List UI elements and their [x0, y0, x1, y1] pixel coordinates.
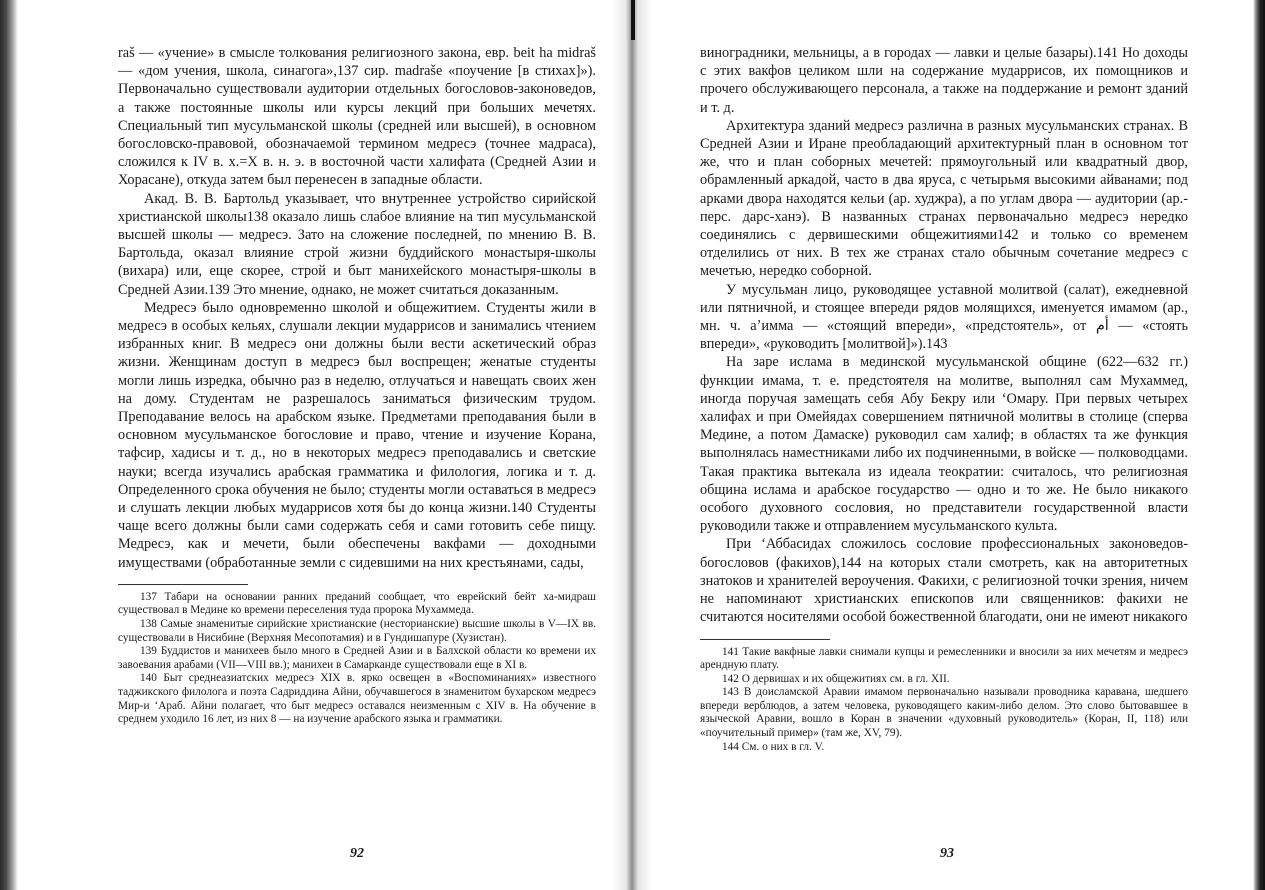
left-paragraph-2: Акад. В. В. Бартольд указывает, что внутреннее устройство сирийской христианской школы138 оказало лишь слабое влияние на тип мусульманской высшей школы — медресэ. Зато на сложение последней, по мнению В. В. Бартольда, оказал влияние строй жизни буддийского монастыря-школы (вихара) или, еще скорее, строй и быт манихейского монастыря-школы в Средней Азии.139 Это мнение, однако, не может считаться доказанным.: [118, 190, 596, 298]
right-footnotes: [700, 639, 1188, 755]
footnote-138: 138 Самые знаменитые сирийские христианские (несторианские) высшие школы в V—IX вв. существовали в Нисибине (Верхняя Месопотамия) и в Гундишапуре (Хузистан).: [118, 618, 596, 644]
left-paragraph-1: raš — «учение» в смысле толкования религиозного закона, евр. beit ha midraš — «дом учения, школа, синагога»,137 сир. madraše «поучение [в стихах]»). Первоначально существовали аудитории отдельных богословов-законоведов, а также постоянные школы или курсы лекций при больших мечетях. Специальный тип мусульманской школы (средней или высшей), в основном богословско-правовой, обозначаемой термином медресэ (точнее мадраса), сложился к IV в. х.=X в. н. э. в восточной части халифата (Средней Азии и Хорасане), откуда затем был перенесен в западные области.: [118, 45, 596, 189]
footnote-rule: [118, 584, 248, 585]
right-paragraph-5: При ʻАббасидах сложилось сословие профессиональных законоведов-богословов (факихов),144 на которых стали смотреть, как на авторитетных знатоков и хранителей вероучения. Факихи, с религиозной точки зрения, ничем не напоминают христианских епископов или священников: факихи не считаются носителями особой божественной благодати, они не имеют никакого: [700, 536, 1188, 626]
right-paragraph-3: У мусульман лицо, руководящее уставной молитвой (салат), ежедневной или пятничной, и стоящее впереди рядов молящихся, именуется имамом (ар., мн. ч. аʼимма — «стоящий впереди», «предстоятель», от ﺃﻡ — «стоять впереди», «руководить [молитвой]»).143: [700, 281, 1188, 353]
right-paragraph-4: На заре ислама в мединской мусульманской общине (622—632 гг.) функции имама, т. е. предстоятеля на молитве, выполнял сам Мухаммед, иногда поручая замещать себя Абу Бекру или ʻОмару. При первых четырех халифах и при Омейядах совершением пятничной молитвы в столице (сперва Медине, а потом Дамаске) руководил сам халиф; в областях та же функция выполнялась наместниками либо их подчиненными, в войске — полководцами. Такая практика вытекала из идеала теократии: считалось, что религиозная община ислама и арабское государство — одно и то же. Не было никакого особого духовного сословия, но представители государственной власти руководили также и отправлением мусульманского культа.: [700, 354, 1188, 535]
footnote-rule: [700, 639, 830, 640]
left-footnotes: [118, 584, 596, 727]
footnote-141: 141 Такие вакфные лавки снимали купцы и ремесленники и вносили за них мечетям и медресэ арендную плату.: [700, 645, 1188, 672]
left-page-number: 92: [350, 846, 364, 861]
right-page: [700, 44, 1188, 754]
left-page: [118, 44, 596, 727]
right-page-number: 93: [940, 846, 954, 861]
footnote-137: 137 Табари на основании ранних преданий сообщает, что еврейский бейт ха-мидраш существовал в Медине ко времени переселения туда пророка Мухаммеда.: [118, 590, 596, 617]
footnote-144: 144 См. о них в гл. V.: [722, 740, 825, 753]
footnote-139: 139 Буддистов и манихеев было много в Средней Азии и в Балхской области ко времени их завоевания арабами (VII—VIII вв.); манихеи в Самарканде существовали еще в XI в.: [118, 645, 596, 671]
scan-right-edge-shadow: [1253, 0, 1265, 890]
footnote-143: 143 В доисламской Аравии имамом первоначально называли проводника каравана, шедшего впереди верблюдов, а затем человека, руководящего каким-либо делом. Это слово бытовавшее в языческой Аравии, вошло в Коран в значении «духовный руководитель» (Коран, II, 118) или «поучительный пример» (там же, XV, 79).: [700, 686, 1188, 740]
right-paragraph-2: Архитектура зданий медресэ различна в разных мусульманских странах. В Средней Азии и Иране преобладающий архитектурный план в основном тот же, что и план соборных мечетей: прямоугольный или квадратный двор, обрамленный аркадой, часто в два яруса, с четырьмя высокими айванами; под арками двора находятся кельи (ар. худжра), а по углам двора — аудитории (ар.-перс. дарс-ханэ). В названных странах первоначально медресэ нередко соединялись с дервишескими общежитиями142 и только со временем отделились от них. В тех же странах стало обычным сочетание медресэ с мечетью, нередко соборной.: [700, 117, 1188, 280]
scan-left-edge-shadow: [0, 0, 18, 890]
left-paragraph-3: Медресэ было одновременно школой и общежитием. Студенты жили в медресэ в особых кельях, слушали лекции мударрисов и занимались чтением избранных книг. В медресэ они должны были вести аскетический образ жизни. Женщинам доступ в медресэ был воспрещен; женатые студенты могли лишь изредка, обычно раз в неделю, отлучаться и навещать своих жен на дому. Студентам не разрешалось заниматься физическим трудом. Преподавание велось на арабском языке. Предметами преподавания были в основном мусульманское богословие и право, чтение и изучение Корана, тафсир, хадисы и т. д., но в некоторых медресэ преподавались и светские науки; всегда изучались арабская грамматика и филология, логика и т. д. Определенного срока обучения не было; студенты могли оставаться в медресэ и слушать лекции любых мударрисов хотя бы до конца жизни.140 Студенты чаще всего должны были сами содержать себя и сами готовить себе пищу. Медресэ, как и мечети, были обеспечены вакфами — доходными имуществами (обработанные земли с сидевшими на них крестьянами, сады,: [118, 299, 596, 571]
right-paragraph-1: виноградники, мельницы, а в городах — лавки и целые базары).141 Но доходы с этих вакфов целиком шли на содержание мударрисов, их помощников и прочего обслуживающего персонала, а также на поддержание и ремонт зданий и т. д.: [700, 45, 1188, 116]
footnote-142: 142 О дервишах и их общежитиях см. в гл. XII.: [722, 672, 950, 685]
book-gutter: [612, 0, 652, 890]
gutter-mark: [631, 0, 635, 40]
footnote-140: 140 Быт среднеазиатских медресэ XIX в. ярко освещен в «Воспоминаниях» известного таджикского филолога и поэта Садриддина Айни, обучавшегося в знаменитом бухарском медресэ Мир-и ʻАраб. Айни полагает, что быт медресэ оставался неизменным с XIV в. На обучение в среднем уходило 16 лет, из них 8 — на изучение арабского языка и грамматики.: [118, 672, 596, 726]
